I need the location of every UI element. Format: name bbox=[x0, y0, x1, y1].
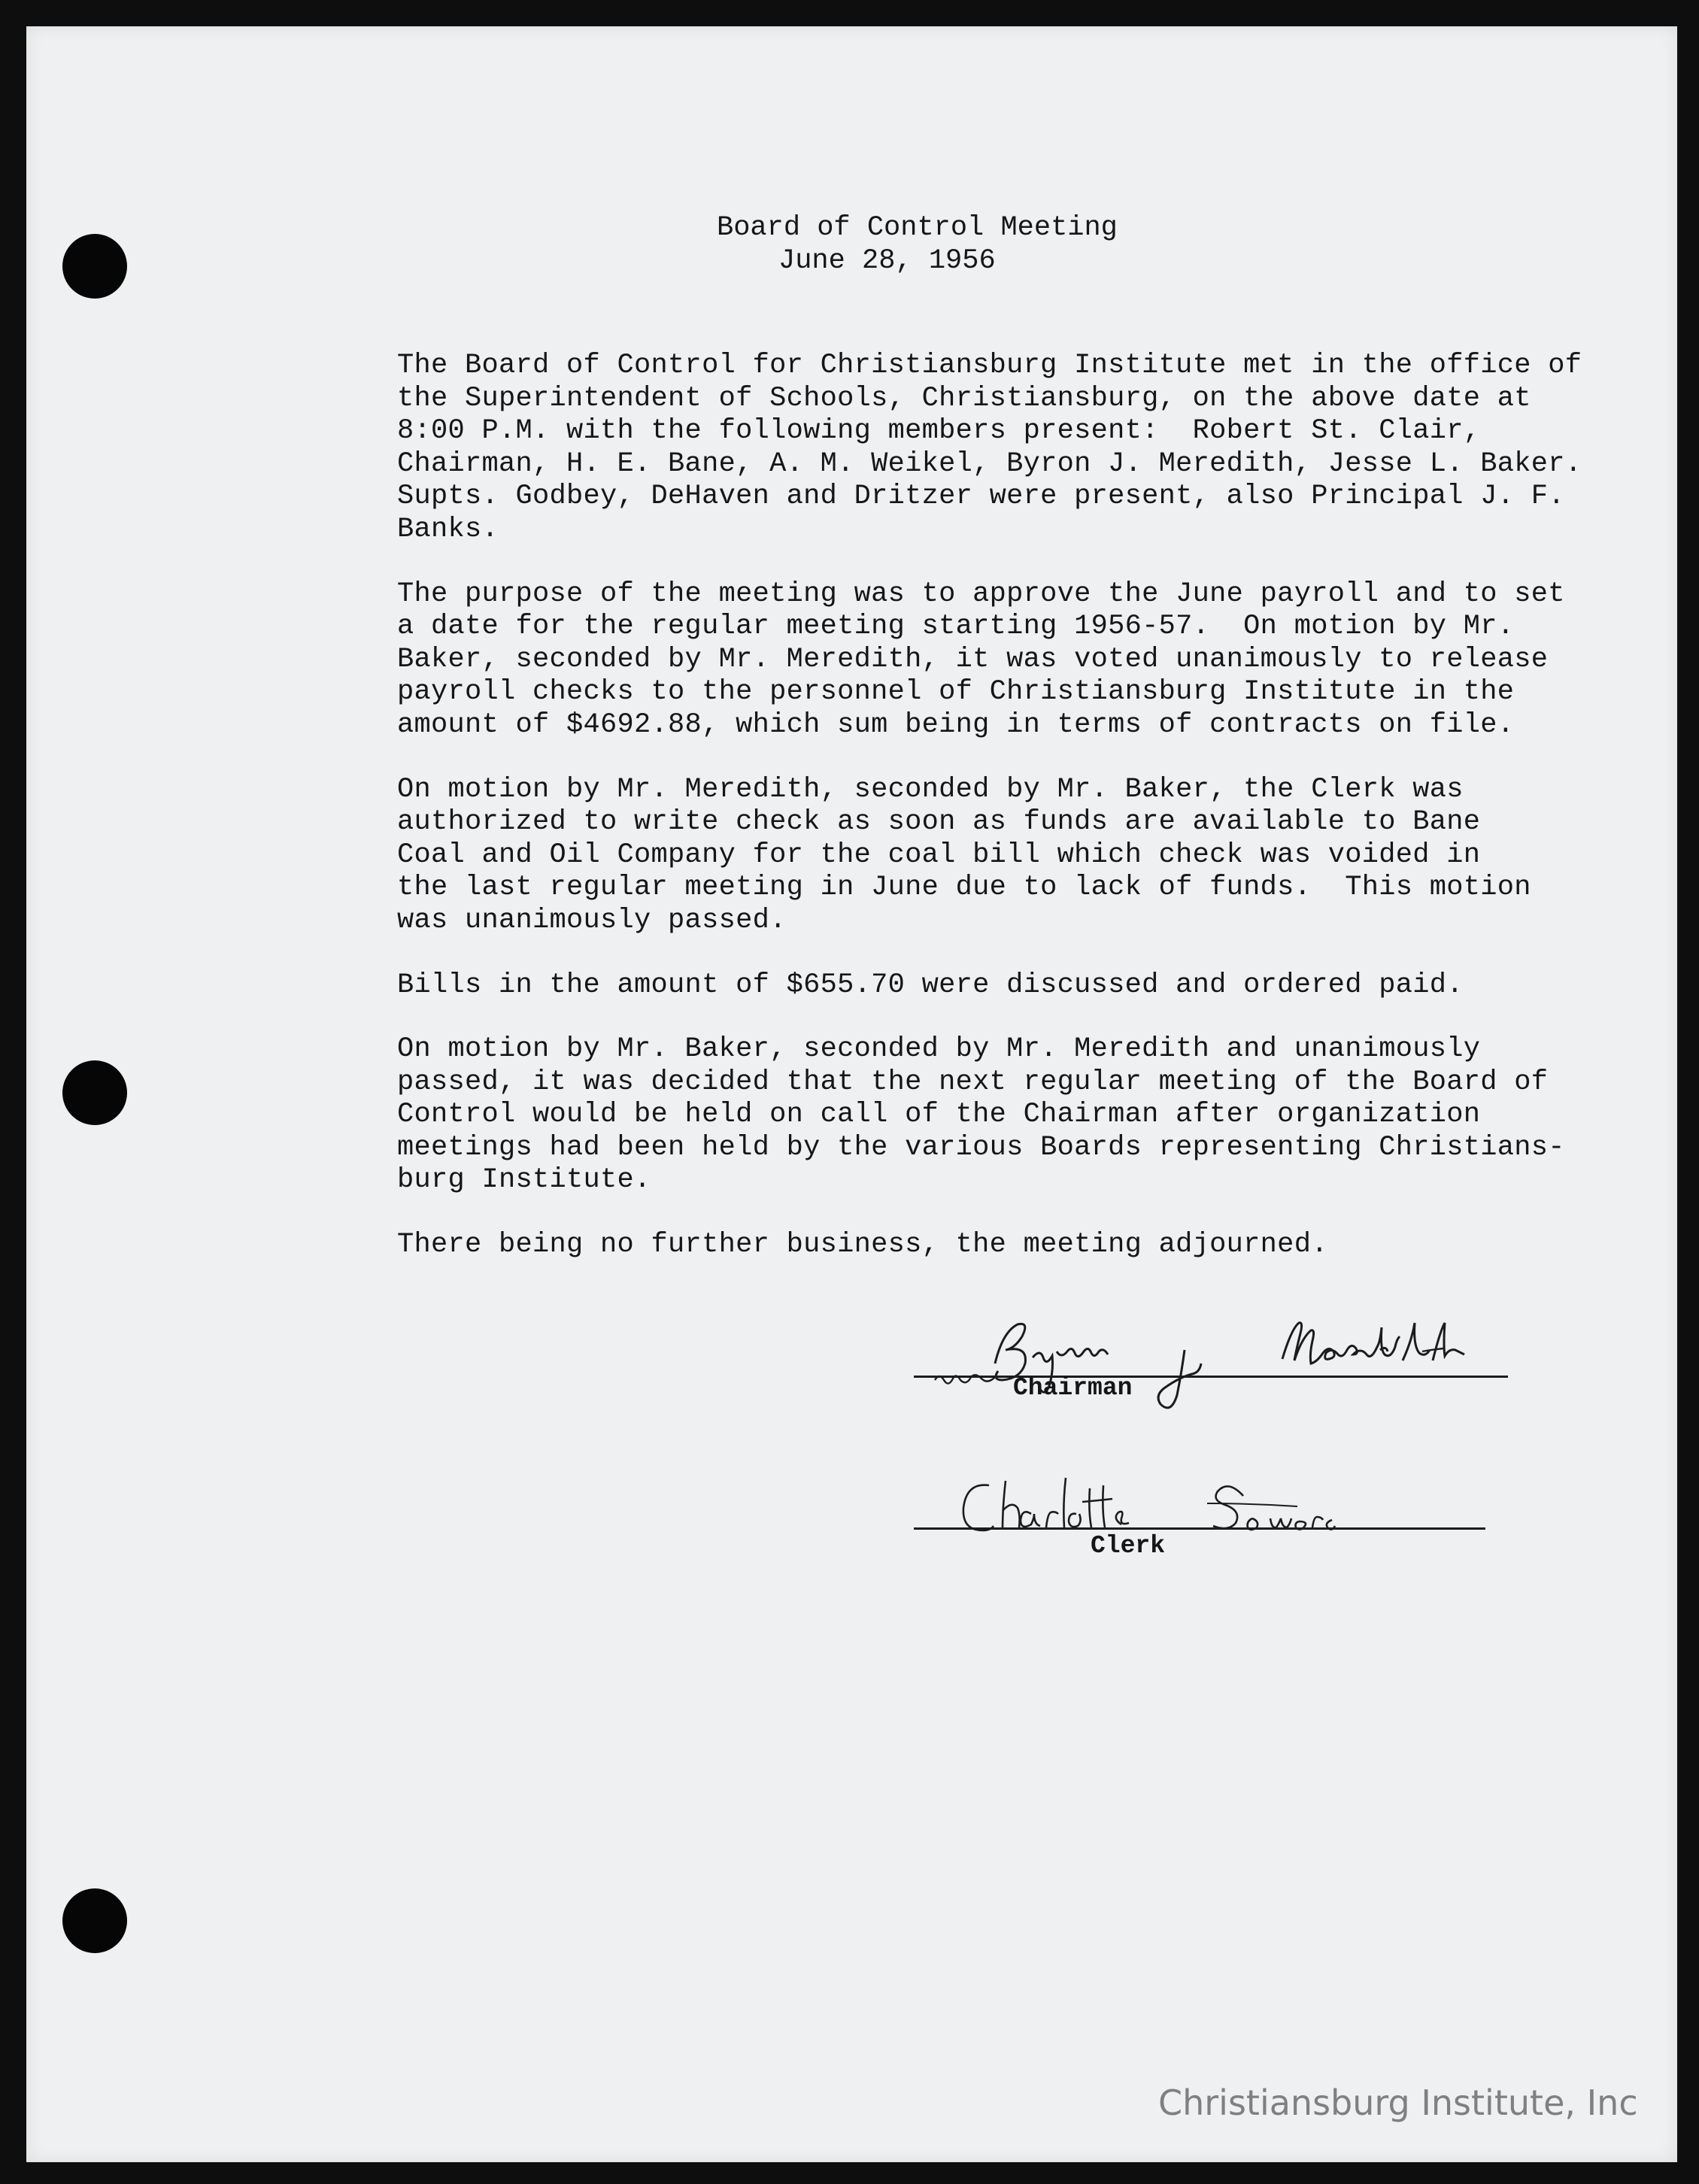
text-line: amount of $4692.88, which sum being in terms of contracts on file. bbox=[397, 708, 1515, 741]
punch-hole bbox=[62, 1060, 127, 1125]
paragraph-adjourned bbox=[397, 1229, 1555, 1262]
text-line: 8:00 P.M. with the following members present: Robert St. Clair, bbox=[397, 415, 1481, 447]
text-line: passed, it was decided that the next regular meeting of the Board of bbox=[397, 1066, 1549, 1098]
text-line: On motion by Mr. Meredith, seconded by Mr. Baker, the Clerk was bbox=[397, 773, 1464, 805]
text-line: a date for the regular meeting starting 1956-57. On motion by Mr. bbox=[397, 611, 1515, 643]
watermark-text: Christiansburg Institute, Inc bbox=[1158, 2082, 1638, 2123]
minutes-body bbox=[397, 350, 1582, 1294]
document-title: Board of Control Meeting bbox=[717, 212, 1118, 244]
text-line: meetings had been held by the various Boards representing Christians- bbox=[397, 1131, 1565, 1163]
text-line: the last regular meeting in June due to lack of funds. This motion bbox=[397, 872, 1531, 904]
text-line: burg Institute. bbox=[397, 1164, 651, 1197]
paragraph-next-meeting bbox=[397, 1033, 1565, 1197]
text-line: The Board of Control for Christiansburg Institute met in the office of bbox=[397, 350, 1582, 381]
chairman-handwritten-signature bbox=[906, 1305, 1531, 1410]
paragraph-coal-bill bbox=[397, 774, 1555, 938]
paragraph-payroll bbox=[397, 578, 1565, 742]
clerk-label: Clerk bbox=[1091, 1532, 1166, 1560]
text-line: There being no further business, the meeting adjourned. bbox=[397, 1229, 1328, 1261]
text-line: payroll checks to the personnel of Christiansburg Institute in the bbox=[397, 676, 1515, 708]
text-line: authorized to write check as soon as funds are available to Bane bbox=[397, 806, 1481, 839]
text-line: the Superintendent of Schools, Christiansburg, on the above date at bbox=[397, 382, 1531, 414]
chairman-signature-block bbox=[906, 1305, 1531, 1410]
signature-line bbox=[914, 1527, 1485, 1530]
text-line: Control would be held on call of the Chairman after organization bbox=[397, 1099, 1481, 1131]
text-line: The purpose of the meeting was to approve the June payroll and to set bbox=[397, 578, 1565, 610]
punch-hole bbox=[62, 234, 127, 299]
text-line: was unanimously passed. bbox=[397, 904, 787, 936]
text-line: Baker, seconded by Mr. Meredith, it was voted unanimously to release bbox=[397, 643, 1549, 675]
text-line: Bills in the amount of $655.70 were discussed and ordered paid. bbox=[397, 969, 1464, 1001]
text-line: Supts. Godbey, DeHaven and Dritzer were present, also Principal J. F. bbox=[397, 481, 1565, 513]
punch-hole bbox=[62, 1888, 127, 1953]
text-line: On motion by Mr. Baker, seconded by Mr. Meredith and unanimously bbox=[397, 1033, 1481, 1066]
chairman-label: Chairman bbox=[1013, 1374, 1133, 1402]
clerk-signature-block bbox=[906, 1455, 1531, 1568]
text-line: Coal and Oil Company for the coal bill which check was voided in bbox=[397, 839, 1481, 871]
document-date: June 28, 1956 bbox=[778, 245, 996, 277]
paragraph-attendance bbox=[397, 350, 1582, 547]
signature-line bbox=[914, 1376, 1508, 1378]
paragraph-bills bbox=[397, 969, 1555, 1003]
text-line: Chairman, H. E. Bane, A. M. Weikel, Byron J. Meredith, Jesse L. Baker. bbox=[397, 447, 1582, 480]
document-page bbox=[26, 26, 1677, 2162]
clerk-handwritten-signature bbox=[906, 1455, 1531, 1568]
text-line: Banks. bbox=[397, 513, 499, 545]
